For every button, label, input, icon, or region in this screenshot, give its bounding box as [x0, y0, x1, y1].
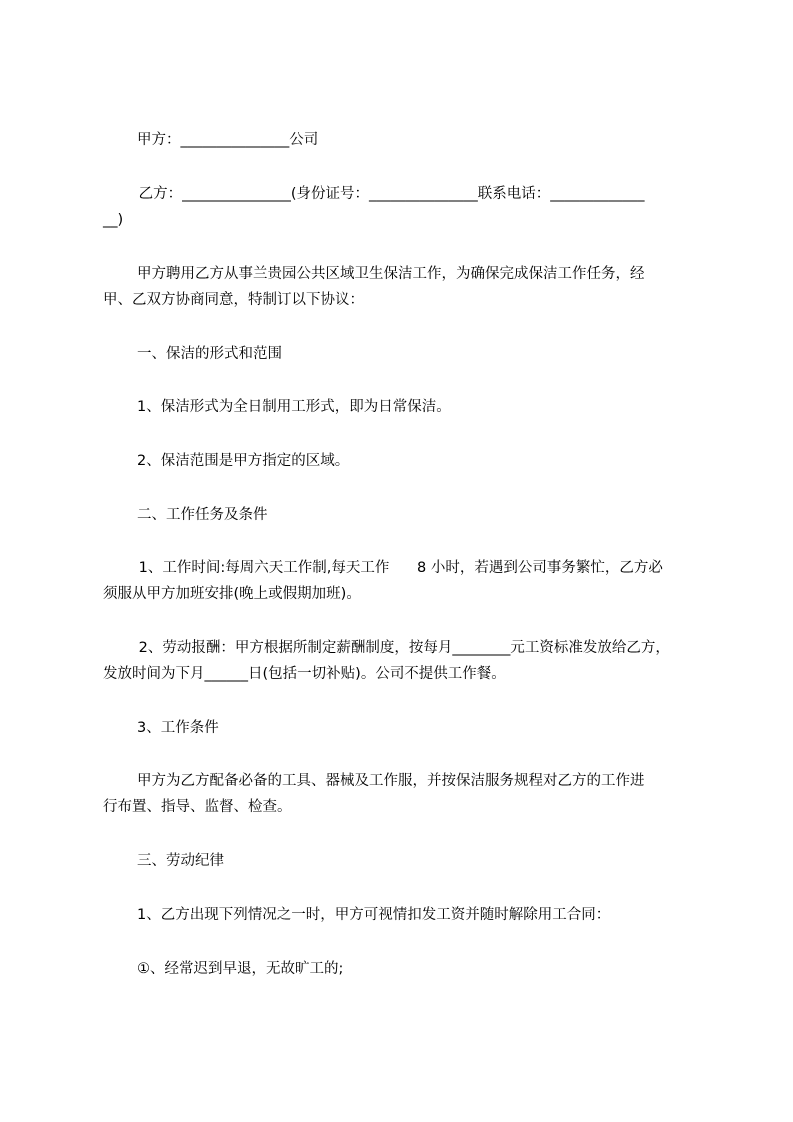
section-2-item-3: 3、工作条件	[137, 720, 219, 736]
party-a-line: 甲方：_______________公司	[137, 132, 319, 148]
intro-line-1: 甲方聘用乙方从事兰贵园公共区域卫生保洁工作，为确保完成保洁工作任务，经	[137, 266, 645, 282]
section-3-item-1: 1、乙方出现下列情况之一时，甲方可视情扣发工资并随时解除用工合同：	[137, 907, 611, 923]
section-3-item-1-sub-1: ①、经常迟到早退，无故旷工的;	[137, 961, 344, 977]
party-b-line-1: 乙方：_______________(身份证号：_______________联系电话：_____________	[134, 186, 645, 202]
section-2-item-3-body-line-2: 行布置、指导、监督、检查。	[103, 799, 292, 815]
party-b-line-2: __)	[103, 212, 124, 228]
intro-line-2: 甲、乙双方协商同意，特制订以下协议：	[103, 292, 364, 308]
section-2-item-2-line-1: 2、劳动报酬：甲方根据所制定薪酬制度，按每月________元工资标准发放给乙方，	[134, 640, 670, 656]
section-1-item-1: 1、保洁形式为全日制用工形式，即为日常保洁。	[137, 399, 451, 415]
section-1-item-2: 2、保洁范围是甲方指定的区域。	[137, 453, 350, 469]
section-1-heading: 一、保洁的形式和范围	[137, 346, 282, 362]
section-3-heading: 三、劳动纪律	[137, 853, 224, 869]
section-2-item-2-line-2: 发放时间为下月______日(包括一切补贴)。公司不提供工作餐。	[103, 666, 506, 682]
section-2-item-1-line-1: 1、工作时间:每周六天工作制,每天工作 8 小时，若遇到公司事务繁忙，乙方必	[134, 560, 663, 576]
section-2-item-3-body-line-1: 甲方为乙方配备必备的工具、器械及工作服，并按保洁服务规程对乙方的工作进	[137, 773, 645, 789]
section-2-heading: 二、工作任务及条件	[137, 507, 268, 523]
section-2-item-1-line-2: 须服从甲方加班安排(晚上或假期加班)。	[103, 586, 361, 602]
